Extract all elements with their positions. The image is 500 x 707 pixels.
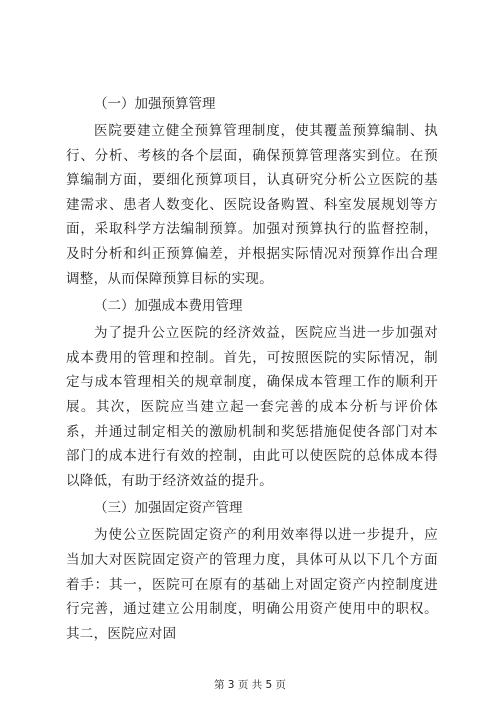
document-body	[66, 92, 438, 646]
section-paragraph-2: 为了提升公立医院的经济效益，医院应当进一步加强对成本费用的管理和控制。首先，可按照医院的实际情况，制定与成本管理相关的规章制度，确保成本管理工作的顺利开展。其次，医院应当建立起一套完善的成本分析与评价体系，并通过制定相关的激励机制和奖惩措施促使各部门对本部门的成本进行有效的控制，由此可以使医院的总体成本得以降低，有助于经济效益的提升。	[66, 325, 438, 489]
section-paragraph-1: 医院要建立健全预算管理制度，使其覆盖预算编制、执行、分析、考核的各个层面，确保预算管理落实到位。在预算编制方面，要细化预算项目，认真研究分析公立医院的基建需求、患者人数变化、医院设备购置、科室发展规划等方面，采取科学方法编制预算。加强对预算执行的监督控制，及时分析和纠正预算偏差，并根据实际情况对预算作出合理调整，从而保障预算目标的实现。	[66, 123, 438, 287]
section-heading-1: （一）加强预算管理	[94, 96, 216, 112]
section-heading-2: （二）加强成本费用管理	[94, 298, 243, 315]
page-number-footer: 第 3 页 共 5 页	[213, 679, 287, 691]
section-heading-3: （三）加强固定资产管理	[94, 500, 243, 517]
section-paragraph-3: 为使公立医院固定资产的利用效率得以进一步提升，应当加大对医院固定资产的管理力度，具体可从以下几个方面着手：其一，医院可在原有的基础上对固定资产内控制度进行完善，通过建立公用制度，明确公用资产使用中的职权。其二，医院应对固	[66, 527, 438, 642]
